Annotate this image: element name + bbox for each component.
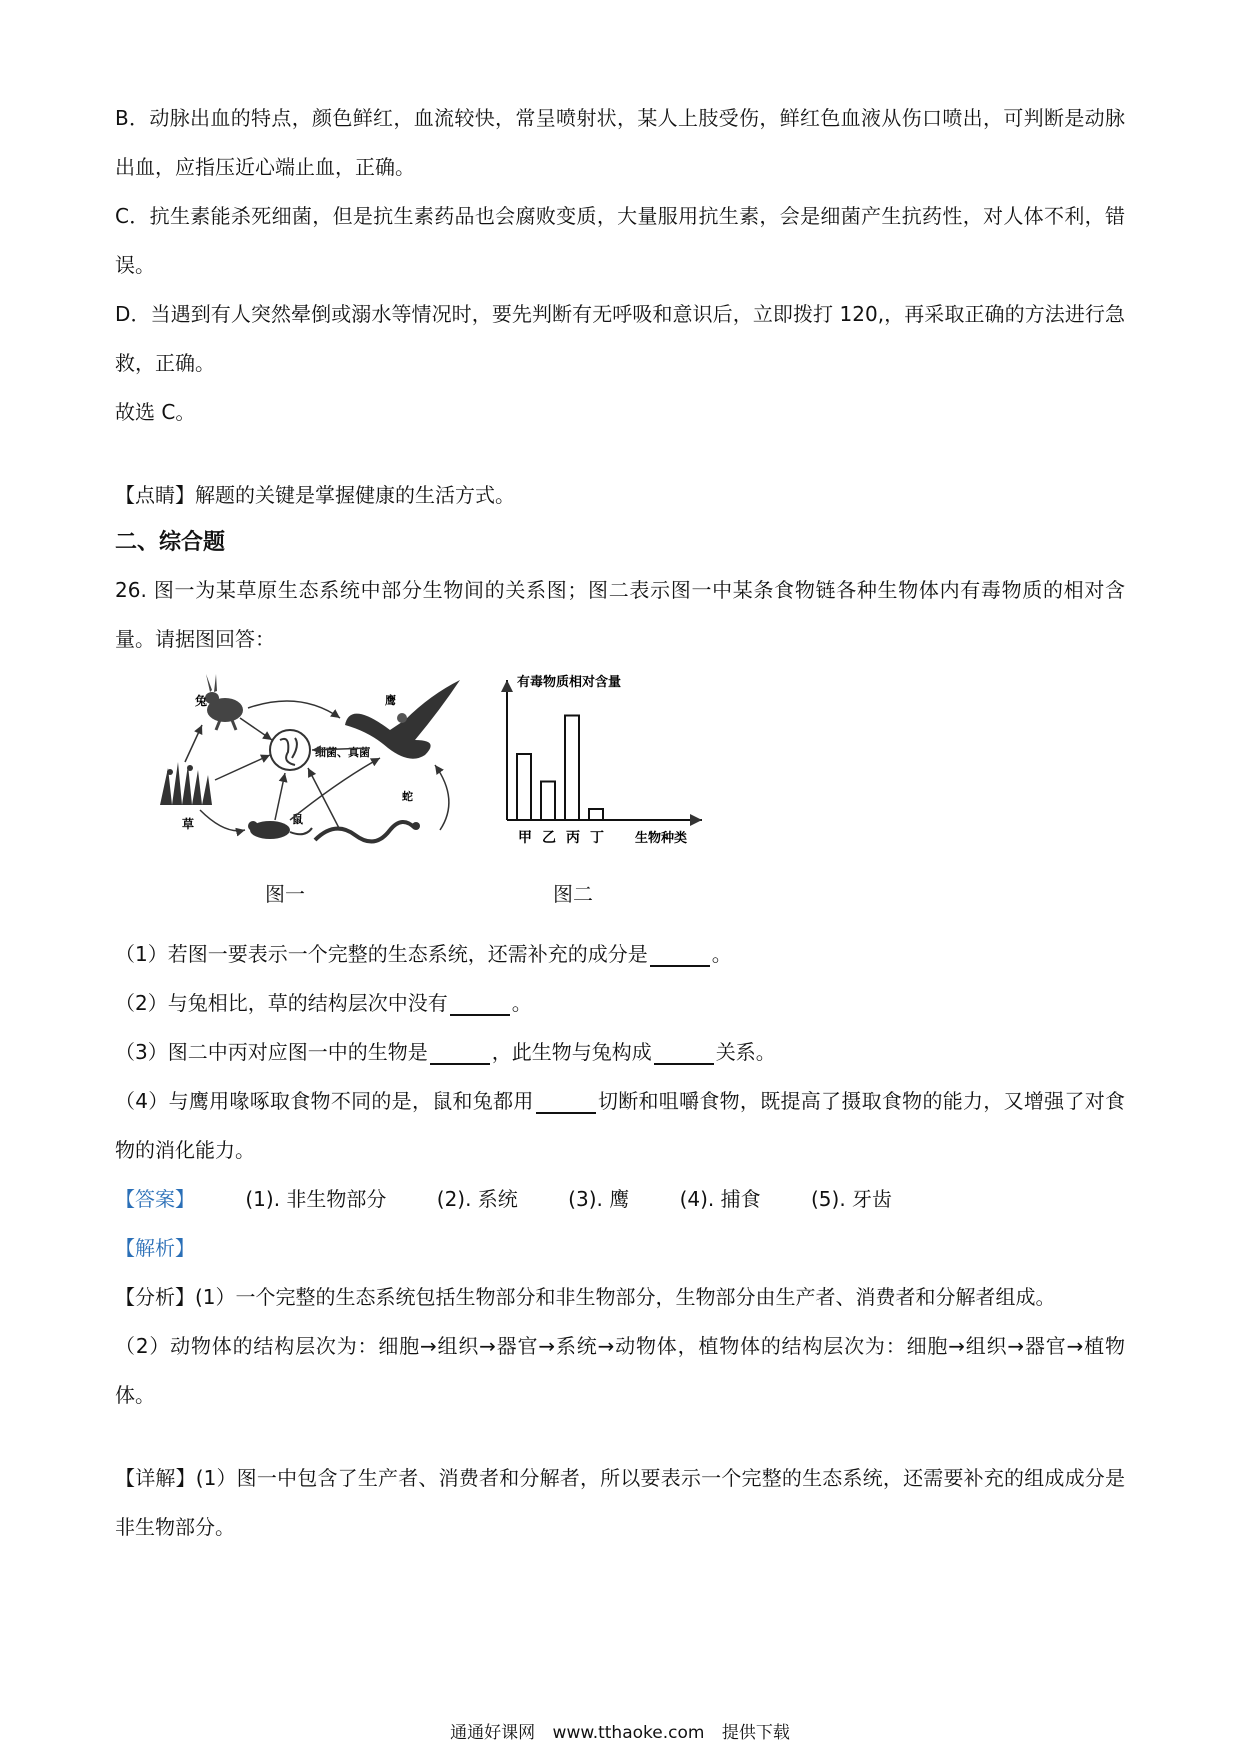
- arrow-mouse-hawk: [290, 758, 380, 820]
- arrow-rabbit-decomposer: [240, 718, 272, 740]
- bar-丙: [565, 716, 579, 821]
- decomposer-icon: [270, 730, 310, 770]
- sub-question-3-end: 关系。: [715, 1040, 776, 1064]
- answer-item: (1). 非生物部分: [245, 1187, 387, 1211]
- jiexi-label: 【解析】: [115, 1236, 195, 1260]
- x-axis-label: 生物种类: [635, 831, 688, 846]
- rabbit-icon: [205, 674, 243, 730]
- sub-question-2-end: 。: [511, 991, 532, 1015]
- answer-blank: [450, 994, 510, 1016]
- tick-label: 甲: [518, 830, 532, 846]
- arrow-grass-rabbit: [185, 725, 202, 762]
- option-b-text: B．动脉出血的特点，颜色鲜红，血流较快，常呈喷射状，某人上肢受伤，鲜红色血液从伤口喷出，可判断是动脉出血，应指压近心端止血，正确。: [115, 106, 1125, 179]
- option-d-text: D．当遇到有人突然晕倒或溺水等情况时，要先判断有无呼吸和意识后，立即拨打 120,，再采取正确的方法进行急救，正确。: [115, 302, 1125, 375]
- answer-item: (5). 牙齿: [810, 1187, 893, 1211]
- question-26-stem: 26. 图一为某草原生态系统中部分生物间的关系图；图二表示图一中某条食物链各种生物体内有毒物质的相对含量。请据图回答：: [115, 578, 1125, 651]
- answer-row: [115, 1175, 1125, 1224]
- page-footer: [0, 1718, 1240, 1743]
- section-heading: 二、综合题: [115, 530, 226, 555]
- label-rabbit: 兔: [195, 694, 208, 708]
- arrow-grass-decomposer: [215, 755, 270, 780]
- analysis-paragraph-1: 【分析】(1）一个完整的生态系统包括生物部分和非生物部分，生物部分由生产者、消费者和分解者组成。: [115, 1285, 1056, 1309]
- arrow-snake-decomposer: [308, 768, 340, 830]
- arrow-snake-hawk: [435, 765, 449, 830]
- tick-label: 乙: [542, 830, 556, 846]
- grass-icon: [160, 762, 212, 805]
- document-body: [115, 94, 1125, 1552]
- answer-blank: [536, 1092, 596, 1114]
- detail-paragraph: 【详解】(1）图一中包含了生产者、消费者和分解者，所以要表示一个完整的生态系统，还需要补充的组成成分是非生物部分。: [115, 1466, 1125, 1539]
- sub-question-3: [115, 1028, 1125, 1077]
- label-hawk: 鹰: [385, 694, 396, 707]
- arrow-grass-mouse: [200, 810, 245, 831]
- answer-blank: [650, 945, 710, 967]
- dianjing-note: 【点睛】解题的关键是掌握健康的生活方式。: [115, 483, 515, 507]
- sub-question-4: [115, 1077, 1125, 1175]
- toxin-bar-chart: [465, 670, 785, 860]
- bar-乙: [541, 782, 555, 821]
- sub-question-3-mid: ，此生物与兔构成: [491, 1040, 652, 1064]
- sub-question-1-end: 。: [711, 942, 732, 966]
- answer-item: (3). 鹰: [568, 1187, 630, 1211]
- answer-label: 【答案】: [115, 1187, 195, 1211]
- answer-blank: [654, 1043, 714, 1065]
- figure-row: [115, 670, 1125, 930]
- food-web-figure: [140, 670, 485, 860]
- y-axis-label: 有毒物质相对含量: [517, 675, 622, 690]
- answer-item: (2). 系统: [436, 1187, 518, 1211]
- choice-conclusion: 故选 C。: [115, 400, 196, 424]
- footer-site-name: 通通好课网: [450, 1723, 536, 1743]
- sub-question-3-text: （3）图二中丙对应图一中的生物是: [115, 1040, 428, 1064]
- sub-question-4-end: 切断和咀嚼食物，既提高了摄取食物的能力，又增强了对食物的消化能力。: [115, 1089, 1125, 1162]
- answer-blank: [430, 1043, 490, 1065]
- bar-丁: [589, 809, 603, 820]
- analysis-paragraph-2: （2）动物体的结构层次为：细胞→组织→器官→系统→动物体，植物体的结构层次为：细胞→组织→器官→植物体。: [115, 1334, 1125, 1407]
- arrow-mouse-decomposer: [275, 773, 285, 820]
- label-snake: 蛇: [402, 790, 413, 803]
- footer-tail: 提供下载: [721, 1723, 790, 1743]
- answer-item: (4). 捕食: [679, 1187, 761, 1211]
- footer-url[interactable]: www.tthaoke.com: [552, 1723, 705, 1743]
- label-decomposer: 细菌、真菌: [315, 746, 370, 759]
- sub-question-1: [115, 930, 1125, 979]
- sub-question-2: [115, 979, 1125, 1028]
- sub-question-2-text: （2）与兔相比，草的结构层次中没有: [115, 991, 448, 1015]
- arrow-rabbit-hawk: [248, 701, 340, 718]
- snake-icon: [315, 822, 420, 841]
- figure1-caption: 图一: [265, 882, 305, 906]
- label-mouse: 鼠: [292, 813, 303, 826]
- label-grass: 草: [182, 817, 195, 831]
- option-c-text: C．抗生素能杀死细菌，但是抗生素药品也会腐败变质，大量服用抗生素，会是细菌产生抗药性，对人体不利，错误。: [115, 204, 1125, 277]
- sub-question-4-text: （4）与鹰用喙啄取食物不同的是，鼠和兔都用: [115, 1089, 534, 1113]
- bar-甲: [517, 754, 531, 820]
- spacer: [115, 1420, 1125, 1454]
- sub-question-1-text: （1）若图一要表示一个完整的生态系统，还需补充的成分是: [115, 942, 648, 966]
- tick-label: 丙: [566, 830, 580, 846]
- figure2-caption: 图二: [553, 882, 593, 906]
- tick-label: 丁: [590, 830, 604, 846]
- spacer: [115, 437, 1125, 471]
